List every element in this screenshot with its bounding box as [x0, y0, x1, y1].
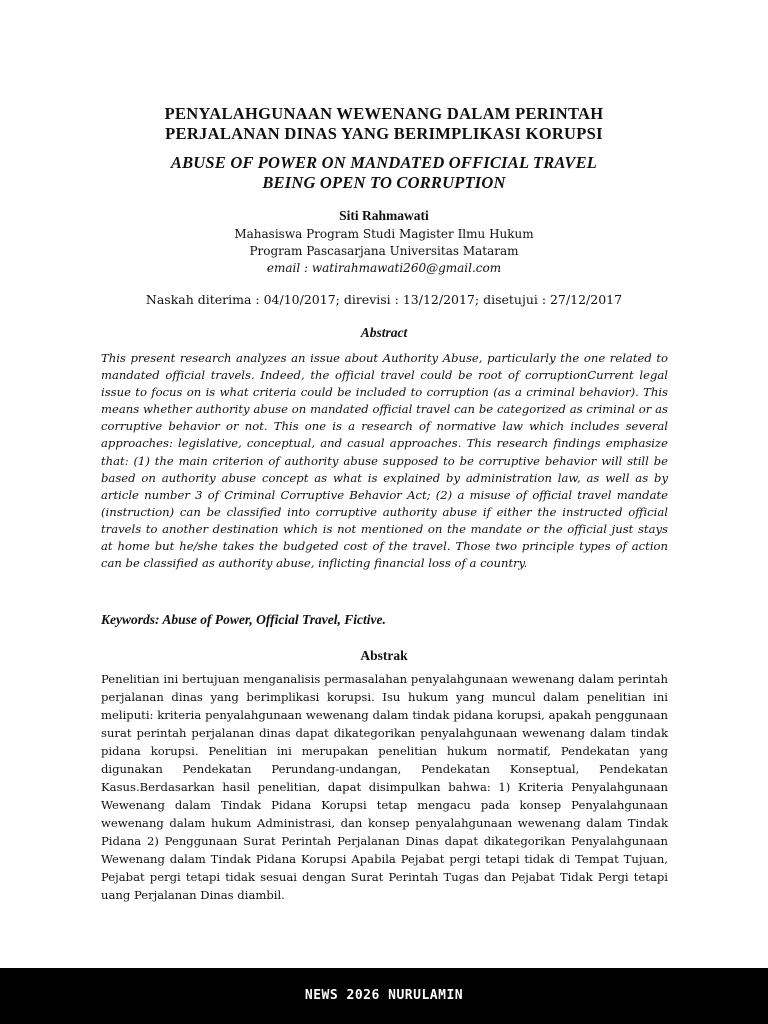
title-en-line-2: BEING OPEN TO CORRUPTION [262, 173, 506, 192]
abstract-english-text: This present research analyzes an issue about Authority Abuse, particularly the one related to mandated official travels. Indeed, the official travel could be root of corruptionCurrent legal issue to focus on is what criteria could be included to corruption (as a criminal behavior). This means whether authority abuse on mandated official travel can be categorized as criminal or as corruptive behavior or not. This one is a research of normative law which includes several approaches: legislative, conceptual, and casual approaches. This research findings emphasize that: (1) the main criterion of authority abuse supposed to be corruptive behavior will still be based on authority abuse concept as what is explained by administration law, as well as by article number 3 of Criminal Corruptive Behavior Act; (2) a misuse of official travel mandate (instruction) can be classified into corruptive authority abuse if either the instructed official travels to another destination which is not mentioned on the mandate or the official just stays at home but he/she takes the budgeted cost of the travel. Those two principle types of action can be classified as authority abuse, inflicting financial loss of a country. [101, 351, 668, 571]
author-affiliation [0, 226, 768, 277]
keywords: Keywords: Abuse of Power, Official Travel, Fictive. [101, 612, 386, 627]
affiliation-line-2: Program Pascasarjana Universitas Mataram [249, 244, 519, 258]
submission-dates: Naskah diterima : 04/10/2017; direvisi : 13/12/2017; disetujui : 27/12/2017 [145, 292, 623, 307]
footer-watermark-text: NEWS 2026 NURULAMIN [304, 988, 464, 1003]
author-name: Siti Rahmawati [339, 208, 429, 223]
abstract-heading: Abstract [360, 325, 408, 340]
title-english [0, 153, 768, 193]
author-email: email : watirahmawati260@gmail.com [266, 261, 502, 275]
title-id-line-2: PERJALANAN DINAS YANG BERIMPLIKASI KORUPSI [165, 124, 603, 143]
abstrak-indonesian-text: Penelitian ini bertujuan menganalisis permasalahan penyalahgunaan wewenang dalam perintah perjalanan dinas yang berimplikasi korupsi. Isu hukum yang muncul dalam penelitian ini meliputi: kriteria penyalahgunaan wewenang dalam tindak pidana korupsi, apakah penggunaan surat perintah perjalanan dinas dapat dikategorikan penyalahgunaan wewenang dalam tindak pidana korupsi. Penelitian ini merupakan penelitian hukum normatif, Pendekatan yang digunakan Pendekatan Perundang-undangan, Pendekatan Konseptual, Pendekatan Kasus.Berdasarkan hasil penelitian, dapat disimpulkan bahwa: 1) Kriteria Penyalahgunaan Wewenang dalam Tindak Pidana Korupsi tetap mengacu pada konsep Penyalahgunaan wewenang dalam hukum Administrasi, dan konsep penyalahgunaan wewenang dalam Tindak Pidana 2) Penggunaan Surat Perintah Perjalanan Dinas dapat dikategorikan Penyalahgunaan Wewenang dalam Tindak Pidana Korupsi Apabila Pejabat pergi tetapi tidak di Tempat Tujuan, Pejabat pergi tetapi tidak sesuai dengan Surat Perintah Tugas dan Pejabat Tidak Pergi tetapi uang Perjalanan Dinas diambil. [101, 672, 668, 902]
title-id-line-1: PENYALAHGUNAAN WEWENANG DALAM PERINTAH [164, 104, 604, 123]
title-en-line-1: ABUSE OF POWER ON MANDATED OFFICIAL TRAVEL [170, 153, 598, 172]
title-indonesian [0, 104, 768, 144]
footer-bar [0, 968, 768, 1024]
abstrak-heading: Abstrak [360, 648, 408, 663]
affiliation-line-1: Mahasiswa Program Studi Magister Ilmu Hukum [234, 227, 534, 241]
